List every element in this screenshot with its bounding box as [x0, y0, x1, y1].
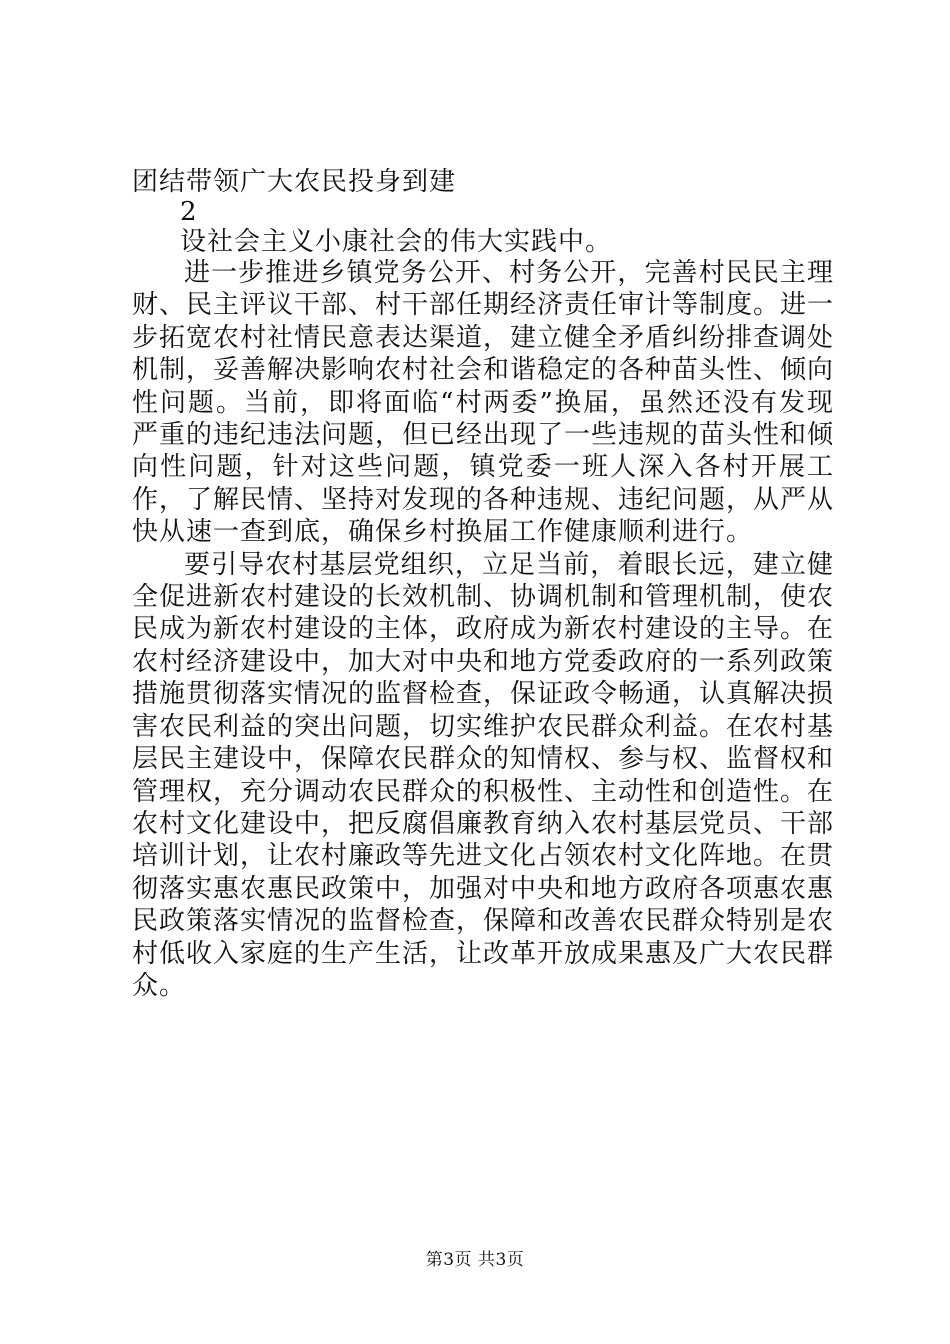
text-line-3: 设社会主义小康社会的伟大实践中。: [180, 227, 613, 257]
paragraph-1: 进一步推进乡镇党务公开、村务公开，完善村民民主理财、民主评议干部、村干部任期经济责任审计等制度。进一步拓宽农村社情民意表达渠道，建立健全矛盾纠纷排查调处机制，妥善解决影响农村社会和谐稳定的各种苗头性、倾向性问题。当前，即将面临“村两委”换届，虽然还没有发现严重的违纪违法问题，但已经出现了一些违规的苗头性和倾向性问题，针对这些问题，镇党委一班人深入各村开展工作，了解民情、坚持对发现的各种违规、违纪问题，从严从快从速一查到底，确保乡村换届工作健康顺利进行。: [132, 258, 835, 548]
paragraph-2: 要引导农村基层党组织，立足当前，着眼长远，建立健全促进新农村建设的长效机制、协调机制和管理机制，使农民成为新农村建设的主体，政府成为新农村建设的主导。在农村经济建设中，加大对中央和地方党委政府的一系列政策措施贯彻落实情况的监督检查，保证政令畅通，认真解决损害农民利益的突出问题，切实维护农民群众利益。在农村基层民主建设中，保障农民群众的知情权、参与权、监督权和管理权，充分调动农民群众的积极性、主动性和创造性。在农村文化建设中，把反腐倡廉教育纳入农村基层党员、干部培训计划，让农村廉政等先进文化占领农村文化阵地。在贯彻落实惠农惠民政策中，加强对中央和地方政府各项惠农惠民政策落实情况的监督检查，保障和改善农民群众特别是农村低收入家庭的生产生活，让改革开放成果惠及广大农民群众。: [132, 549, 835, 1001]
footnote-number: 2: [180, 197, 198, 227]
page-footer: 第3页 共3页: [425, 1250, 525, 1270]
text-line-1: 团结带领广大农民投身到建: [132, 167, 457, 197]
document-body: [132, 167, 834, 1002]
